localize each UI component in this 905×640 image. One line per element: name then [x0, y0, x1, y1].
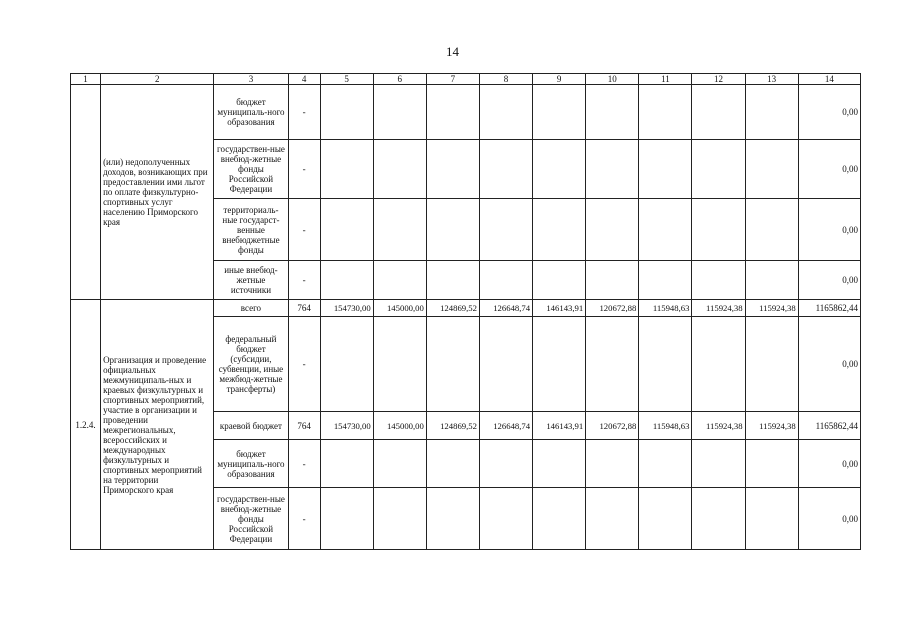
year-value — [320, 440, 373, 488]
header-cell: 2 — [101, 74, 214, 85]
year-value — [639, 317, 692, 412]
year-value — [479, 199, 532, 261]
year-value: 115924,38 — [745, 300, 798, 317]
year-value — [479, 440, 532, 488]
year-value — [426, 140, 479, 199]
total-value: 0,00 — [798, 261, 860, 300]
year-value: 124869,52 — [426, 300, 479, 317]
year-value — [373, 488, 426, 550]
year-value: 115948,63 — [639, 300, 692, 317]
year-value — [533, 261, 586, 300]
year-value — [320, 199, 373, 261]
year-value — [586, 317, 639, 412]
total-value: 0,00 — [798, 440, 860, 488]
item-number: 1.2.4. — [71, 300, 101, 550]
year-value — [639, 488, 692, 550]
year-value — [692, 440, 745, 488]
total-value: 1165862,44 — [798, 300, 860, 317]
year-value — [586, 440, 639, 488]
year-value: 115948,63 — [639, 412, 692, 440]
year-value — [745, 199, 798, 261]
header-cell: 4 — [288, 74, 320, 85]
year-value — [533, 140, 586, 199]
year-value: 126648,74 — [479, 412, 532, 440]
year-value — [479, 261, 532, 300]
total-value: 0,00 — [798, 85, 860, 140]
year-value — [692, 140, 745, 199]
year-value — [639, 261, 692, 300]
year-value — [320, 261, 373, 300]
item-name: (или) недополученных доходов, возникающих при предоставлении ими льгот по оплате физкультурно-спортивных услуг населению Приморского края — [101, 85, 214, 300]
total-value: 0,00 — [798, 140, 860, 199]
grbs-code: - — [288, 317, 320, 412]
year-value — [320, 488, 373, 550]
year-value — [639, 199, 692, 261]
year-value — [533, 85, 586, 140]
funding-source: бюджет муниципаль-ного образования — [214, 85, 288, 140]
funding-source: территориаль-ные государст-венные внебюджетные фонды — [214, 199, 288, 261]
year-value: 120672,88 — [586, 300, 639, 317]
year-value: 146143,91 — [533, 300, 586, 317]
year-value — [745, 261, 798, 300]
table-row — [71, 300, 861, 317]
funding-source: всего — [214, 300, 288, 317]
year-value — [373, 261, 426, 300]
header-cell: 12 — [692, 74, 745, 85]
header-cell: 6 — [373, 74, 426, 85]
year-value — [533, 317, 586, 412]
year-value — [373, 199, 426, 261]
header-cell: 5 — [320, 74, 373, 85]
total-value: 0,00 — [798, 317, 860, 412]
year-value: 115924,38 — [692, 300, 745, 317]
funding-source: федеральный бюджет (субсидии, субвенции, иные межбюд-жетные трансферты) — [214, 317, 288, 412]
total-value: 0,00 — [798, 488, 860, 550]
header-cell: 13 — [745, 74, 798, 85]
year-value: 145000,00 — [373, 300, 426, 317]
year-value: 154730,00 — [320, 412, 373, 440]
header-cell: 10 — [586, 74, 639, 85]
grbs-code: - — [288, 440, 320, 488]
year-value — [533, 440, 586, 488]
year-value: 115924,38 — [692, 412, 745, 440]
table-row — [71, 85, 861, 140]
year-value — [320, 85, 373, 140]
year-value — [426, 199, 479, 261]
year-value — [692, 85, 745, 140]
funding-source: иные внебюд-жетные источники — [214, 261, 288, 300]
year-value: 145000,00 — [373, 412, 426, 440]
year-value — [426, 85, 479, 140]
year-value — [639, 85, 692, 140]
header-row — [71, 74, 861, 85]
year-value: 146143,91 — [533, 412, 586, 440]
year-value — [533, 488, 586, 550]
year-value — [586, 199, 639, 261]
year-value — [373, 440, 426, 488]
year-value — [426, 440, 479, 488]
budget-table — [70, 73, 861, 550]
year-value — [479, 140, 532, 199]
year-value — [479, 488, 532, 550]
year-value — [745, 440, 798, 488]
total-value: 1165862,44 — [798, 412, 860, 440]
year-value — [320, 140, 373, 199]
year-value — [586, 85, 639, 140]
year-value: 126648,74 — [479, 300, 532, 317]
year-value — [426, 317, 479, 412]
year-value — [692, 488, 745, 550]
page-number: 14 — [446, 44, 459, 59]
year-value: 124869,52 — [426, 412, 479, 440]
year-value — [586, 140, 639, 199]
year-value: 154730,00 — [320, 300, 373, 317]
year-value — [639, 440, 692, 488]
funding-source: государствен-ные внебюд-жетные фонды Российской Федерации — [214, 140, 288, 199]
grbs-code: - — [288, 199, 320, 261]
year-value — [692, 317, 745, 412]
header-cell: 11 — [639, 74, 692, 85]
year-value — [745, 488, 798, 550]
year-value — [479, 317, 532, 412]
year-value — [479, 85, 532, 140]
year-value — [320, 317, 373, 412]
year-value — [533, 199, 586, 261]
grbs-code: 764 — [288, 412, 320, 440]
year-value: 120672,88 — [586, 412, 639, 440]
grbs-code: - — [288, 85, 320, 140]
year-value — [586, 488, 639, 550]
header-cell: 9 — [533, 74, 586, 85]
year-value — [639, 140, 692, 199]
header-cell: 8 — [479, 74, 532, 85]
funding-source: государствен-ные внебюд-жетные фонды Российской Федерации — [214, 488, 288, 550]
year-value — [373, 85, 426, 140]
grbs-code: - — [288, 140, 320, 199]
total-value: 0,00 — [798, 199, 860, 261]
year-value — [373, 140, 426, 199]
funding-source: краевой бюджет — [214, 412, 288, 440]
year-value — [426, 488, 479, 550]
header-cell: 14 — [798, 74, 860, 85]
year-value: 115924,38 — [745, 412, 798, 440]
year-value — [586, 261, 639, 300]
grbs-code: 764 — [288, 300, 320, 317]
item-name: Организация и проведение официальных межмуниципаль-ных и краевых физкультурных и спортивных мероприятий, участие в организации и проведении межрегиональных, всероссийских и международных физкультурных и спортивных мероприятий на территории Приморского края — [101, 300, 214, 550]
year-value — [373, 317, 426, 412]
funding-source: бюджет муниципаль-ного образования — [214, 440, 288, 488]
year-value — [745, 317, 798, 412]
header-cell: 7 — [426, 74, 479, 85]
item-number — [71, 85, 101, 300]
year-value — [745, 85, 798, 140]
year-value — [745, 140, 798, 199]
year-value — [692, 199, 745, 261]
header-cell: 1 — [71, 74, 101, 85]
grbs-code: - — [288, 488, 320, 550]
grbs-code: - — [288, 261, 320, 300]
header-cell: 3 — [214, 74, 288, 85]
year-value — [692, 261, 745, 300]
year-value — [426, 261, 479, 300]
